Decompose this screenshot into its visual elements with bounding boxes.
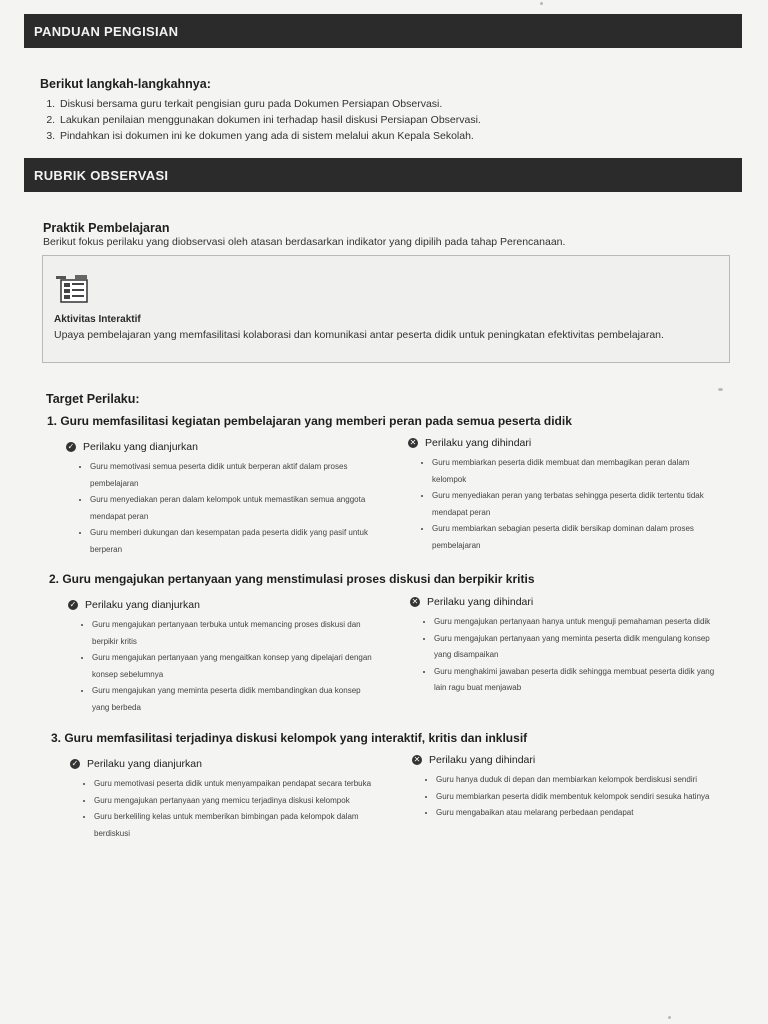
x-circle-icon: ✕ xyxy=(411,597,419,606)
check-circle-icon: ✓ xyxy=(67,442,75,451)
recommended-column xyxy=(66,439,376,558)
classroom-icon xyxy=(55,274,91,308)
praktik-title: Praktik Pembelajaran xyxy=(43,221,170,235)
list-item: • Guru menghakimi jawaban peserta didik sehingga membuat peserta didik yang lain ragu buat menjawab xyxy=(434,664,720,697)
avoided-column xyxy=(410,594,720,697)
section-title: PANDUAN PENGISIAN xyxy=(34,23,179,39)
check-circle-icon: ✓ xyxy=(71,759,79,768)
list-item: • Guru berkeliling kelas untuk memberikan bimbingan pada kelompok dalam berdiskusi xyxy=(94,809,380,842)
activity-card xyxy=(42,255,730,363)
list-item: • Guru mengabaikan atau melarang perbedaan pendapat xyxy=(436,805,722,822)
x-circle-icon: ✕ xyxy=(409,438,417,447)
target-title: Target Perilaku: xyxy=(46,392,140,406)
check-circle-icon: ✓ xyxy=(69,600,77,609)
column-label: Perilaku yang dianjurkan xyxy=(83,441,198,453)
x-circle-icon: ✕ xyxy=(413,755,421,764)
list-item: • Guru menyediakan peran dalam kelompok untuk memastikan semua anggota mendapat peran xyxy=(90,492,376,525)
list-item: • Guru mengajukan pertanyaan terbuka untuk memancing proses diskusi dan berpikir kritis xyxy=(92,617,378,650)
list-item: • Guru membiarkan sebagian peserta didik bersikap dominan dalam proses pembelajaran xyxy=(432,521,718,554)
scan-speck xyxy=(668,1016,671,1019)
list-item: • Guru hanya duduk di depan dan membiarkan kelompok berdiskusi sendiri xyxy=(436,772,722,789)
column-label: Perilaku yang dianjurkan xyxy=(87,758,202,770)
list-item: • Guru menyediakan peran yang terbatas sehingga peserta didik tertentu tidak mendapat peran xyxy=(432,488,718,521)
list-item: 1. Diskusi bersama guru terkait pengisian guru pada Dokumen Persiapan Observasi. xyxy=(58,96,481,112)
column-label: Perilaku yang dihindari xyxy=(425,437,532,449)
recommended-column xyxy=(68,597,378,716)
list-item: • Guru memotivasi semua peserta didik untuk berperan aktif dalam proses pembelajaran xyxy=(90,459,376,492)
column-label: Perilaku yang dianjurkan xyxy=(85,599,200,611)
steps-list xyxy=(44,96,481,144)
column-label: Perilaku yang dihindari xyxy=(429,754,536,766)
recommended-column xyxy=(70,756,380,842)
section-bar-rubrik xyxy=(24,158,742,192)
scan-speck xyxy=(540,2,543,5)
behavior-target-title: 2. Guru mengajukan pertanyaan yang menstimulasi proses diskusi dan berpikir kritis xyxy=(49,572,535,586)
praktik-description: Berikut fokus perilaku yang diobservasi oleh atasan berdasarkan indikator yang dipilih pada tahap Perencanaan. xyxy=(43,236,566,248)
column-label: Perilaku yang dihindari xyxy=(427,596,534,608)
list-item: • Guru mengajukan pertanyaan yang memicu terjadinya diskusi kelompok xyxy=(94,793,380,810)
behavior-target-title: 3. Guru memfasilitasi terjadinya diskusi kelompok yang interaktif, kritis dan inklusif xyxy=(51,731,528,745)
activity-description: Upaya pembelajaran yang memfasilitasi kolaborasi dan komunikasi antar peserta didik untuk peningkatan efektivitas pembelajaran. xyxy=(54,329,664,341)
list-item: • Guru mengajukan pertanyaan yang mengaitkan konsep yang dipelajari dengan konsep sebelumnya xyxy=(92,650,378,683)
avoided-column xyxy=(408,435,718,554)
list-item: • Guru mengajukan pertanyaan yang meminta peserta didik mengulang konsep yang disampaikan xyxy=(434,631,720,664)
activity-title: Aktivitas Interaktif xyxy=(54,314,141,325)
steps-heading: Berikut langkah-langkahnya: xyxy=(40,77,211,91)
list-item: • Guru mengajukan pertanyaan hanya untuk menguji pemahaman peserta didik xyxy=(434,614,720,631)
section-title: RUBRIK OBSERVASI xyxy=(34,167,169,183)
list-item: 2. Lakukan penilaian menggunakan dokumen ini terhadap hasil diskusi Persiapan Observasi. xyxy=(58,112,481,128)
avoided-column xyxy=(412,752,722,822)
section-bar-panduan xyxy=(24,14,742,48)
list-item: • Guru memberi dukungan dan kesempatan pada peserta didik yang pasif untuk berperan xyxy=(90,525,376,558)
list-item: • Guru membiarkan peserta didik membuat dan membagikan peran dalam kelompok xyxy=(432,455,718,488)
list-item: • Guru memotivasi peserta didik untuk menyampaikan pendapat secara terbuka xyxy=(94,776,380,793)
list-item: • Guru membiarkan peserta didik membentuk kelompok sendiri sesuka hatinya xyxy=(436,789,722,806)
scan-speck xyxy=(718,388,723,391)
behavior-target-title: 1. Guru memfasilitasi kegiatan pembelajaran yang memberi peran pada semua peserta didik xyxy=(47,414,572,428)
list-item: • Guru mengajukan yang meminta peserta didik membandingkan dua konsep yang berbeda xyxy=(92,683,378,716)
list-item: 3. Pindahkan isi dokumen ini ke dokumen yang ada di sistem melalui akun Kepala Sekolah. xyxy=(58,128,481,144)
